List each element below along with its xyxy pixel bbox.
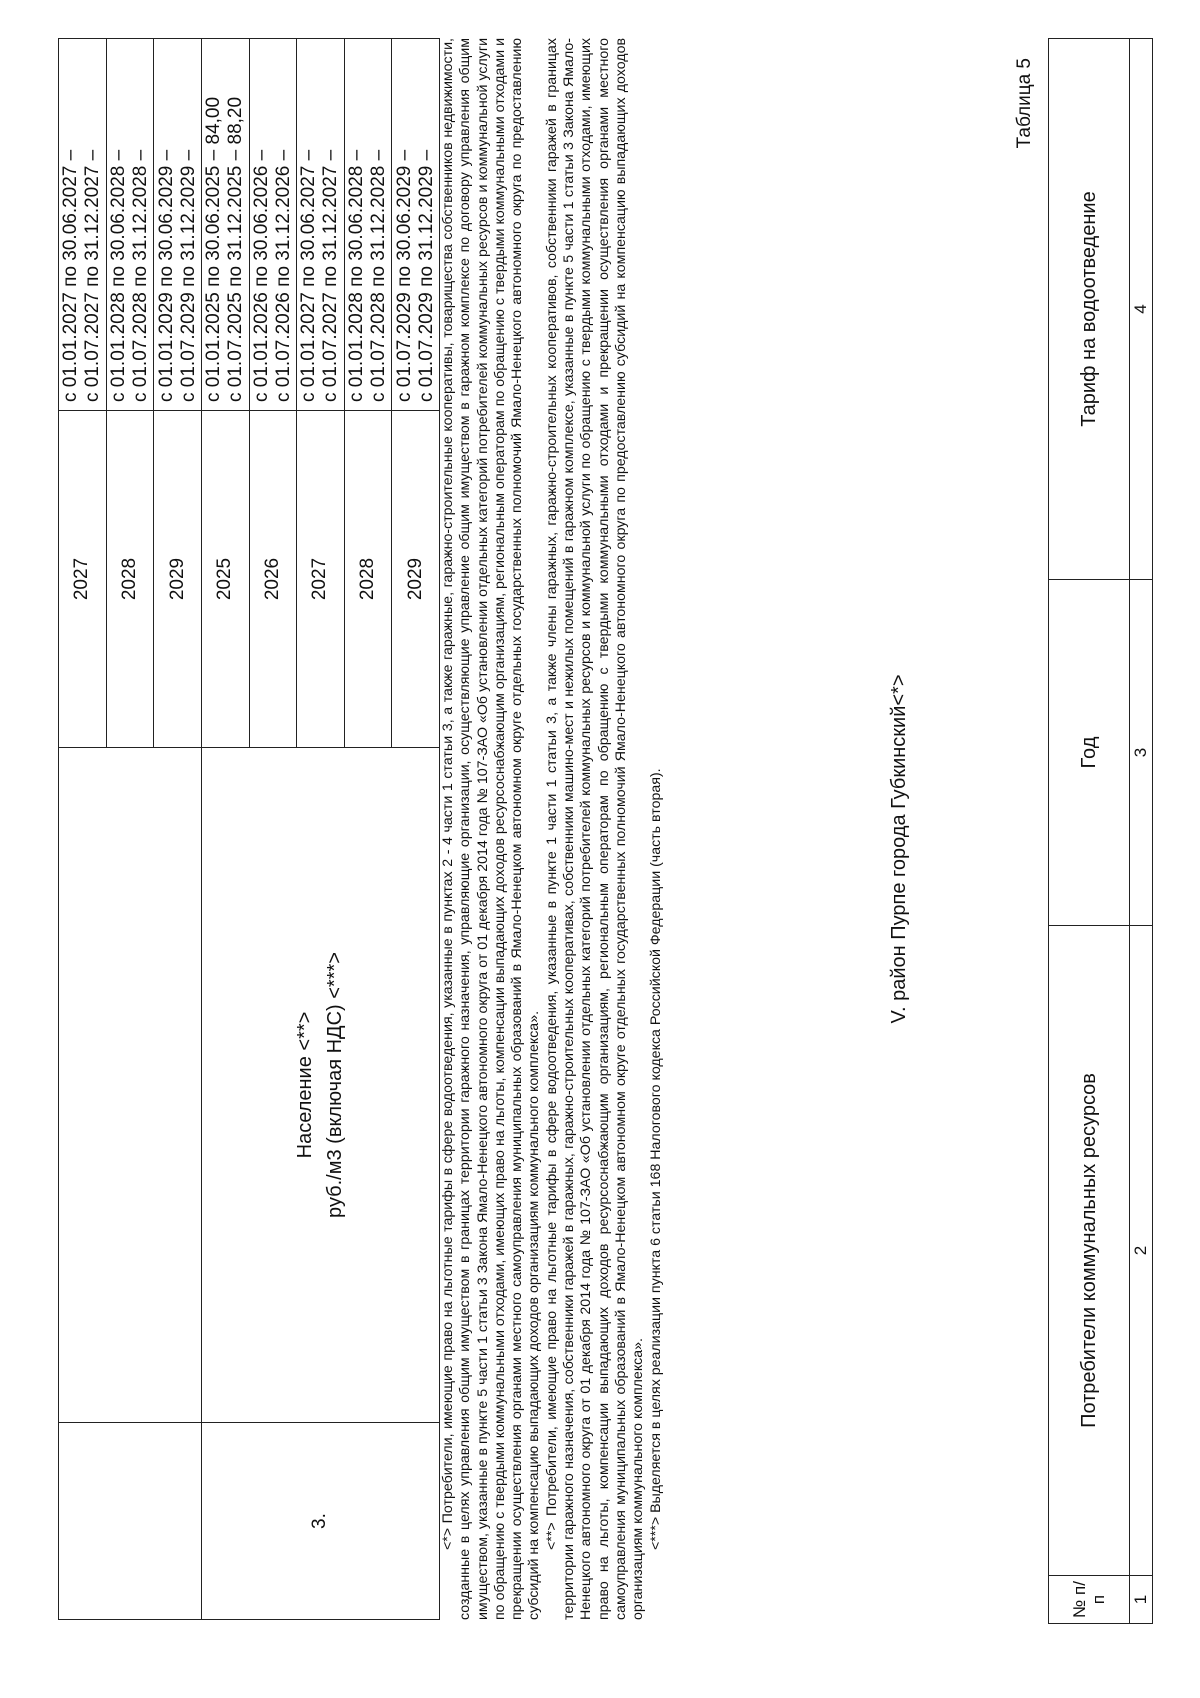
footnote-2: <**> Потребители, имеющие право на льготные тарифы в сфере водоотведения, указанные в пункте 1 части 1 статьи 3, а также члены гаражных, гаражно-строительных кооперативов, собственники гаражей в границах территории гаражного назначения, собственники гаражей в гаражных, гаражно-строительных кооперативах, собственники машино-мест и нежилых помещений в гаражном комплексе, указанные в пункте 5 части 1 статьи 3 Закона Ямало-Ненецкого автономного округа от 01 декабря 2014 года № 107-ЗАО «Об установлении отдельных категорий потребителей коммунальных ресурсов и коммунальной услуги по обращению с твердыми коммунальными отходами, имеющих право на льготы, компенсации выпадающих доходов ресурсоснабжающим организациям, региональным операторам по обращению с твердыми коммунальными отходами и прекращении осуществления органами местного самоуправления муниципальных образований в Ямало-Ненецком автономном округе отдельных государственных полномочий Ямало-Ненецкого автономного округа по предоставлению субсидий на компенсацию выпадающих доходов организациям коммунального комплекса». [543,38,647,1620]
period-line: с 01.07.2026 по 31.12.2026 – [272,149,294,402]
period-cell [392,39,440,411]
period-line: с 01.01.2027 по 30.06.2027 – [60,149,82,402]
year-cell: 2026 [249,411,297,748]
empty-cell [59,1423,202,1620]
period-line: с 01.01.2026 по 30.06.2026 – [250,149,272,402]
consumer-label-line1: Население <**> [294,1011,317,1159]
period-line: с 01.07.2027 по 31.12.2027 – [320,149,342,402]
period-cell [297,39,345,411]
year-cell: 2028 [344,411,392,748]
consumer-label [201,748,439,1423]
period-line: с 01.07.2029 по 31.12.2029 – [177,149,199,402]
year-cell: 2027 [59,411,107,748]
period-cell [59,39,107,411]
year-cell: 2025 [201,411,249,748]
column-number: 4 [1130,39,1153,580]
period-line: с 01.07.2028 по 31.12.2028 – [368,149,390,402]
footnotes [440,38,665,1620]
period-line: с 01.07.2029 по 30.06.2029 – [393,149,415,402]
header-consumers: Потребители коммунальных ресурсов [1049,926,1130,1576]
period-line: с 01.07.2025 по 31.12.2025 – 88,20 [225,96,247,402]
year-cell: 2028 [106,411,154,748]
year-cell: 2029 [392,411,440,748]
header-year: Год [1049,580,1130,926]
header-number: № п/п [1049,1576,1130,1624]
period-line: с 01.01.2028 по 30.06.2028 – [107,149,129,402]
period-cell [106,39,154,411]
column-number: 2 [1130,926,1153,1576]
footnote-3: <***> Выделяется в целях реализации пункта 6 статьи 168 Налогового кодекса Российской Федерации (часть вторая). [647,768,664,1550]
consumer-label-line2: руб./м3 (включая НДС) <***> [324,952,347,1218]
row-number: 3. [201,1423,439,1620]
period-cell [201,39,249,411]
lower-header-table [1048,38,1153,1624]
period-cell [154,39,202,411]
period-line: с 01.01.2029 по 30.06.2029 – [155,149,177,402]
footnote-1: <*> Потребители, имеющие право на льготные тарифы в сфере водоотведения, указанные в пунктах 2 - 4 части 1 статьи 3, а также гаражные, гаражно-строительные кооперативы, товарищества собственников недвижимости, созданные в целях управления общим имуществом в границах территории гаражного назначения, управляющие организации, осуществляющие управление общим имуществом в гаражном комплексе по договору управления общим имуществом, указанные в пункте 5 части 1 статьи 3 Закона Ямало-Ненецкого автономного округа от 01 декабря 2014 года № 107-ЗАО «Об установлении отдельных категорий потребителей коммунальных ресурсов и коммунальной услуги по обращению с твердыми коммунальными отходами, имеющих право на льготы, компенсации выпадающих доходов ресурсоснабжающим организациям, региональным операторам по обращению с твердыми коммунальными отходами и прекращении осуществления органами местного самоуправления муниципальных образований в Ямало-Ненецком автономном округе отдельных государственных полномочий Ямало-Ненецкого автономного округа по предоставлению субсидий на компенсацию выпадающих доходов организациям коммунального комплекса». [440,38,543,1620]
period-cell [249,39,297,411]
table-caption: Таблица 5 [1014,58,1035,149]
period-line: с 01.01.2025 по 30.06.2025 – 84,00 [203,96,225,402]
column-number: 1 [1130,1576,1153,1624]
header-tariff: Тариф на водоотведение [1049,39,1130,580]
period-line: с 01.01.2028 по 30.06.2028 – [346,149,368,402]
year-cell: 2029 [154,411,202,748]
period-line: с 01.07.2029 по 31.12.2029 – [415,149,437,402]
period-line: с 01.07.2028 по 31.12.2028 – [129,149,151,402]
period-line: с 01.01.2027 по 30.06.2027 – [298,149,320,402]
section-title: V. район Пурпе города Губкинский<*> [888,674,910,1024]
column-number: 3 [1130,580,1153,926]
year-cell: 2027 [297,411,345,748]
period-line: с 01.07.2027 по 31.12.2027 – [82,149,104,402]
upper-tariff-table [58,38,440,1620]
period-cell [344,39,392,411]
empty-cell [59,748,202,1423]
